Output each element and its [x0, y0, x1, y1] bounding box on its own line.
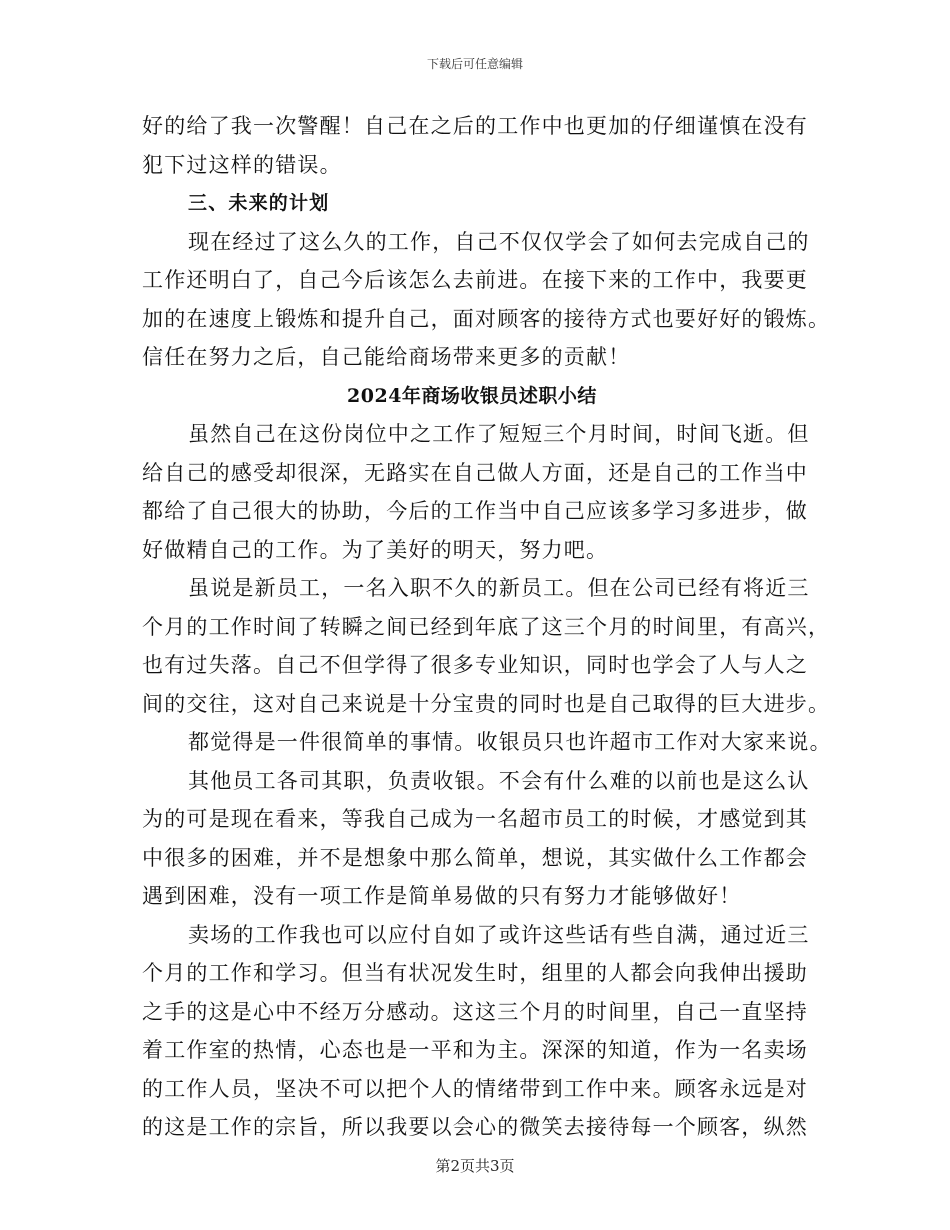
text-line: 为的可是现在看来，等我自己成为一名超市员工的时候，才感觉到其: [142, 807, 808, 831]
text-line: 间的交往，这对自己来说是十分宝贵的同时也是自己取得的巨大进步。: [142, 691, 831, 716]
text-line: 给自己的感受却很深，无路实在自己做人方面，还是自己的工作当中: [142, 460, 808, 485]
document-body: [142, 107, 832, 1147]
page-header: 下载后可任意编辑: [426, 57, 523, 71]
text-line: 着工作室的热情，心态也是一平和为主。深深的知道，作为一名卖场: [142, 1038, 808, 1062]
paragraph-start: 都觉得是一件很简单的事情。收银员只也许超市工作对大家来说。: [188, 730, 832, 754]
paragraph-start: 其他员工各司其职，负责收银。不会有什么难的以前也是这么认: [188, 768, 810, 793]
paragraph-start: 卖场的工作我也可以应付自如了或许这些话有些自满，通过近三: [188, 922, 810, 947]
page-footer: 第2页共3页: [435, 1157, 515, 1175]
paragraph-start: 虽然自己在这份岗位中之工作了短短三个月时间，时间飞逝。但: [188, 422, 810, 446]
text-line: 的工作人员，坚决不可以把个人的情绪带到工作中来。顾客永远是对: [142, 1076, 808, 1101]
text-line: 的这是工作的宗旨，所以我要以会心的微笑去接待每一个顾客，纵然: [142, 1115, 808, 1139]
text-line: 之手的这是心中不经万分感动。这这三个月的时间里，自己一直坚持: [142, 999, 808, 1024]
paragraph-start: 虽说是新员工，一名入职不久的新员工。但在公司已经有将近三: [188, 576, 810, 600]
document-title: 2024年商场收银员述职小结: [347, 384, 597, 407]
text-line: 个月的工作时间了转瞬之间已经到年底了这三个月的时间里，有高兴，: [142, 614, 831, 639]
section-heading: 三、未来的计划: [188, 192, 330, 214]
text-line: 加的在速度上锻炼和提升自己，面对顾客的接待方式也要好好的锻炼。: [142, 306, 831, 331]
text-line: 好的给了我一次警醒！自己在之后的工作中也更加的仔细谨慎在没有: [142, 114, 808, 138]
text-line: 个月的工作和学习。但当有状况发生时，组里的人都会向我伸出援助: [142, 961, 808, 985]
text-line: 信任在努力之后，自己能给商场带来更多的贡献！: [142, 345, 631, 369]
text-line: 也有过失落。自己不但学得了很多专业知识，同时也学会了人与人之: [142, 653, 808, 677]
text-line: 遇到困难，没有一项工作是简单易做的只有努力才能够做好！: [142, 884, 742, 908]
text-line: 都给了自己很大的协助，今后的工作当中自己应该多学习多进步，做: [142, 499, 808, 523]
text-line: 工作还明白了，自己今后该怎么去前进。在接下来的工作中，我要更: [142, 268, 808, 292]
text-line: 中很多的困难，并不是想象中那么简单，想说，其实做什么工作都会: [142, 845, 808, 870]
text-line: 犯下过这样的错误。: [142, 152, 342, 177]
text-line: 好做精自己的工作。为了美好的明天，努力吧。: [142, 537, 609, 562]
paragraph-start: 现在经过了这么久的工作，自己不仅仅学会了如何去完成自己的: [188, 229, 810, 254]
